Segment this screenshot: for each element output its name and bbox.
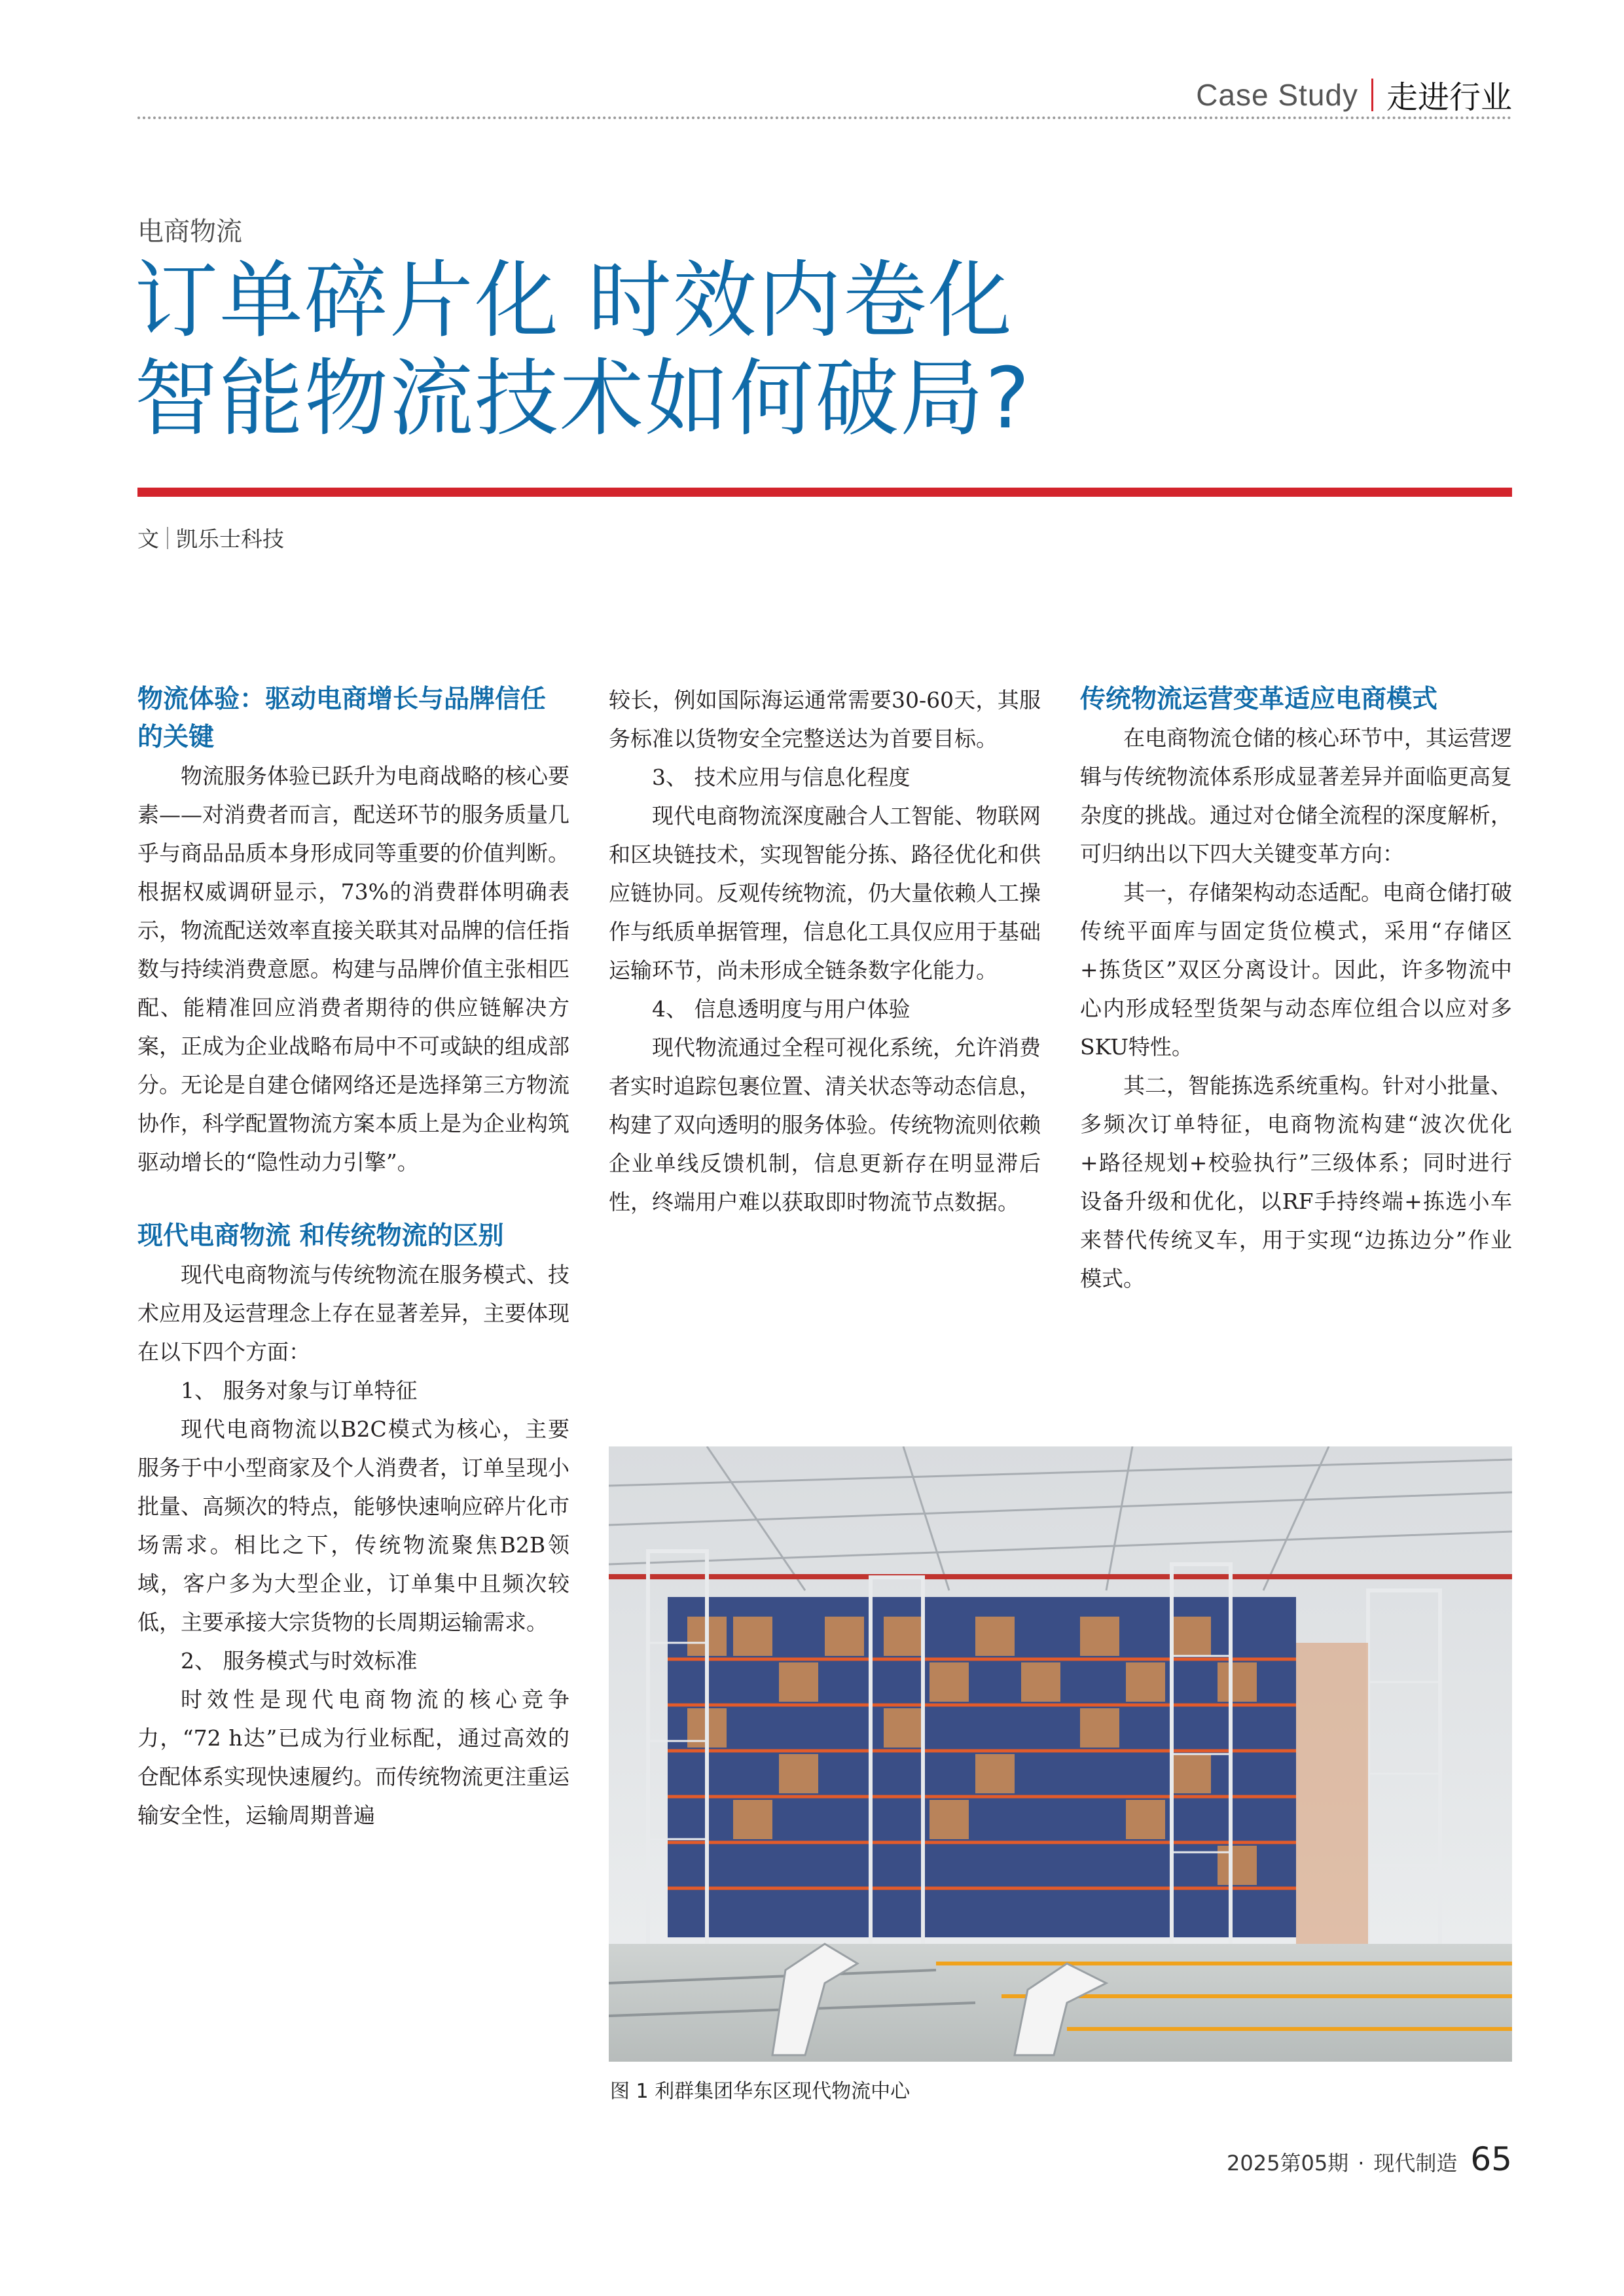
- list-item-heading: 4、 信息透明度与用户体验: [652, 996, 911, 1022]
- page-number: 65: [1470, 2140, 1512, 2178]
- byline-prefix: 文: [137, 526, 159, 552]
- byline-divider: [167, 527, 168, 549]
- paragraph: 现代电商物流深度融合人工智能、物联网和区块链技术，实现智能分拣、路径优化和供应链协同。反观传统物流，仍大量依赖人工操作与纸质单据管理，信息化工具仅应用于基础运输环节，尚未形成全链条数字化能力。: [609, 803, 1041, 983]
- paragraph: 现代电商物流以B2C模式为核心，主要服务于中小型商家及个人消费者，订单呈现小批量、高频次的特点，能够快速响应碎片化市场需求。相比之下，传统物流聚焦B2B领域，客户多为大型企业，订单集中且频次较低，主要承接大宗货物的长周期运输需求。: [137, 1416, 569, 1635]
- running-header: [137, 65, 1512, 118]
- section-heading: 传统物流运营变革适应电商模式: [1080, 685, 1438, 714]
- byline-author: 凯乐士科技: [176, 526, 284, 552]
- list-item-heading: 3、 技术应用与信息化程度: [652, 764, 911, 790]
- footer-dot: ·: [1358, 2151, 1365, 2176]
- article-title: [134, 252, 1522, 448]
- article-category: 电商物流: [137, 217, 242, 247]
- list-item-heading: 1、 服务对象与订单特征: [181, 1378, 418, 1403]
- paragraph: 其一，存储架构动态适配。电商仓储打破传统平面库与固定货位模式，采用“存储区+拣货区”双区分离设计。因此，许多物流中心内形成轻型货架与动态库位组合以应对多SKU特性。: [1080, 880, 1512, 1060]
- section-heading: 物流体验：驱动电商增长与品牌信任的关键: [137, 685, 547, 752]
- page-footer: [1227, 2140, 1512, 2178]
- section-label-zh: 走进行业: [1386, 79, 1512, 116]
- title-line-2: 智能物流技术如何破局?: [134, 350, 1031, 448]
- header-divider: [1371, 79, 1373, 111]
- column-2: [609, 681, 1041, 1221]
- column-3: [1080, 681, 1512, 1298]
- byline: [137, 522, 284, 553]
- paragraph: 现代电商物流与传统物流在服务模式、技术应用及运营理念上存在显著差异，主要体现在以下四个方面：: [137, 1262, 569, 1365]
- paragraph: 较长，例如国际海运通常需要30-60天，其服务标准以货物安全完整送达为首要目标。: [609, 687, 1041, 751]
- header-dotted-rule: [137, 117, 1512, 119]
- title-red-rule: [137, 488, 1512, 497]
- column-1: [137, 681, 569, 1835]
- list-item-heading: 2、 服务模式与时效标准: [181, 1648, 418, 1674]
- paragraph: 其二，智能拣选系统重构。针对小批量、多频次订单特征，电商物流构建“波次优化+路径规划+校验执行”三级体系；同时进行设备升级和优化，以RF手持终端+拣选小车来替代传统叉车，用于实现“边拣边分”作业模式。: [1080, 1073, 1512, 1291]
- warehouse-photo: [609, 1446, 1512, 2062]
- figure-caption: 图 1 利群集团华东区现代物流中心: [610, 2080, 911, 2103]
- section-heading: 现代电商物流 和传统物流的区别: [137, 1221, 504, 1251]
- title-line-1: 订单碎片化 时效内卷化: [134, 252, 1013, 350]
- section-label-en: Case Study: [1196, 77, 1358, 112]
- paragraph: 在电商物流仓储的核心环节中，其运营逻辑与传统物流体系形成显著差异并面临更高复杂度的挑战。通过对仓储全流程的深度解析，可归纳出以下四大关键变革方向：: [1080, 725, 1512, 867]
- paragraph: 时效性是现代电商物流的核心竞争力，“72 h达”已成为行业标配，通过高效的仓配体系实现快速履约。而传统物流更注重运输安全性，运输周期普遍: [137, 1687, 569, 1828]
- paragraph: 现代物流通过全程可视化系统，允许消费者实时追踪包裹位置、清关状态等动态信息，构建了双向透明的服务体验。传统物流则依赖企业单线反馈机制，信息更新存在明显滞后性，终端用户难以获取即时物流节点数据。: [609, 1035, 1041, 1215]
- issue-label: 2025第05期: [1227, 2151, 1349, 2176]
- paragraph: 物流服务体验已跃升为电商战略的核心要素——对消费者而言，配送环节的服务质量几乎与商品品质本身形成同等重要的价值判断。根据权威调研显示，73%的消费群体明确表示，物流配送效率直接关联其对品牌的信任指数与持续消费意愿。构建与品牌价值主张相匹配、能精准回应消费者期待的供应链解决方案，正成为企业战略布局中不可或缺的组成部分。无论是自建仓储网络还是选择第三方物流协作，科学配置物流方案本质上是为企业构筑驱动增长的“隐性动力引擎”。: [137, 763, 569, 1175]
- magazine-name: 现代制造: [1373, 2151, 1458, 2176]
